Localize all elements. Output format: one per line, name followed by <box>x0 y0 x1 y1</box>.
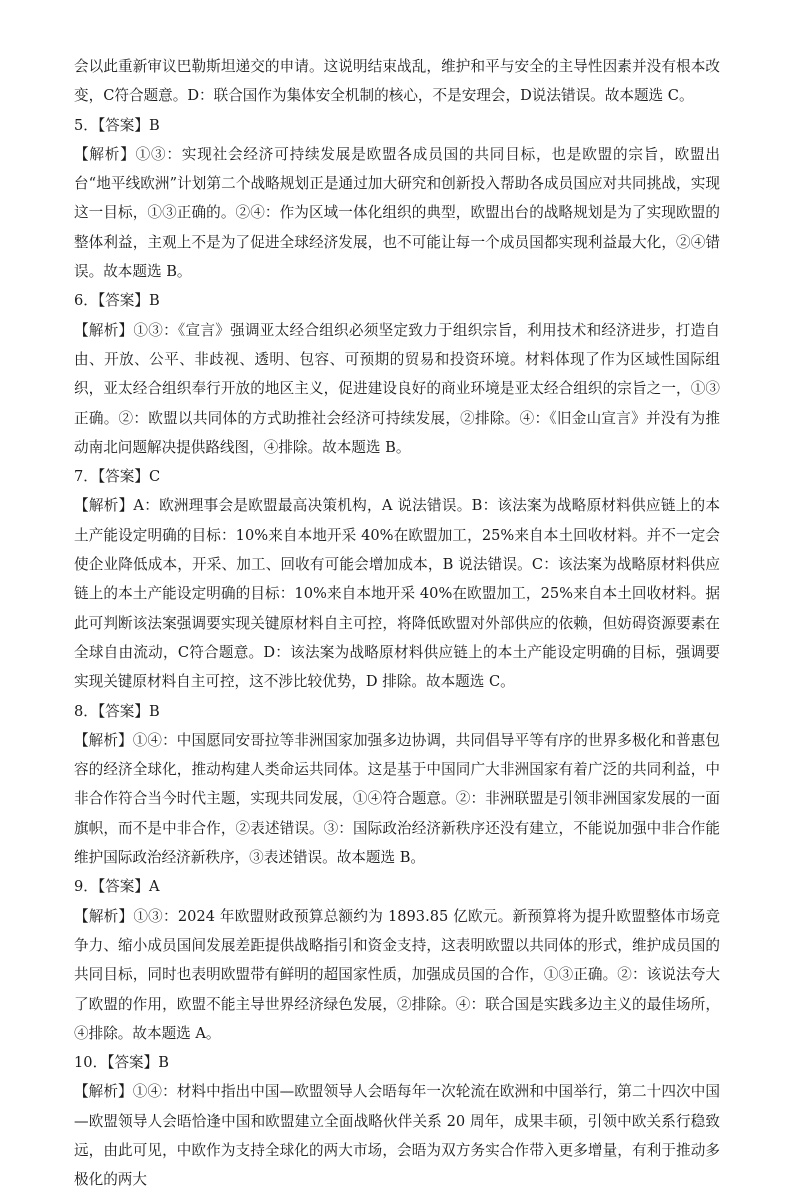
paragraph-analysis-9: 【解析】①③：2024 年欧盟财政预算总额约为 1893.85 亿欧元。新预算将为提升欧盟整体市场竞争力、缩小成员国间发展差距提供战略指引和资金支持，这表明欧盟以共同体的形式，维护成员国的共同目标，同时也表明欧盟带有鲜明的超国家性质，加强成员国的合作，①③正确。②：该说法夸大了欧盟的作用，欧盟不能主导世界经济绿色发展，②排除。④：联合国是实践多边主义的最佳场所，④排除。故本题选 A。 <box>74 907 720 1042</box>
paragraph-analysis-6: 【解析】①③：《宣言》强调亚太经合组织必须坚定致力于组织宗旨，利用技术和经济进步，打造自由、开放、公平、非歧视、透明、包容、可预期的贸易和投资环境。材料体现了作为区域性国际组织，亚太经合组织奉行开放的地区主义，促进建设良好的商业环境是亚太经合组织的宗旨之一，①③正确。②：欧盟以共同体的方式助推社会经济可持续发展，②排除。④：《旧金山宣言》并没有为推动南北问题解决提供路线图，④排除。故本题选 B。 <box>74 321 720 456</box>
paragraph-analysis-5: 【解析】①③：实现社会经济可持续发展是欧盟各成员国的共同目标，也是欧盟的宗旨，欧盟出台“地平线欧洲”计划第二个战略规划正是通过加大研究和创新投入帮助各成员国应对共同挑战，实现这一目标，①③正确的。②④：作为区域一体化组织的典型，欧盟出台的战略规划是为了实现欧盟的整体利益，主观上不是为了促进全球经济发展，也不可能让每一个成员国都实现利益最大化，②④错误。故本题选 B。 <box>74 145 720 281</box>
paragraph-analysis-10: 【解析】①④：材料中指出中国—欧盟领导人会晤每年一次轮流在欧洲和中国举行，第二十四次中国—欧盟领导人会晤恰逢中国和欧盟建立全面战略伙伴关系 20 周年，成果丰硕，引领中欧关系行稳致远，由此可见，中欧作为支持全球化的两大市场，会晤为双方务实合作带入更多增量，有利于推动多极化的两大 <box>74 1083 720 1189</box>
answer-line-9: 9．【答案】A <box>74 878 160 896</box>
answer-line-7: 7．【答案】C <box>74 468 161 486</box>
paragraph-analysis-4-tail: 会以此重新审议巴勒斯坦递交的申请。这说明结束战乱，维护和平与安全的主导性因素并没有根本改变，C符合题意。D：联合国作为集体安全机制的核心，不是安理会，D说法错误。故本题选 C。 <box>74 58 720 105</box>
answer-line-5: 5．【答案】B <box>74 116 160 134</box>
document-body <box>74 52 720 1195</box>
paragraph-analysis-7: 【解析】A：欧洲理事会是欧盟最高决策机构，A 说法错误。B：该法案为战略原材料供应链上的本土产能设定明确的目标：10%来自本地开采 40%在欧盟加工，25%来自本土回收材料。并不一定会使企业降低成本，开采、加工、回收有可能会增加成本，B 说法错误。C：该法案为战略原材料供应链上的本土产能设定明确的目标：10%来自本地开采 40%在欧盟加工，25%来自本土回收材料。据此可判断该法案强调要实现关键原材料自主可控，将降低欧盟对外部供应的依赖，但妨碍资源要素在全球自由流动，C符合题意。D：该法案为战略原材料供应链上的本土产能设定明确的目标，强调要实现关键原材料自主可控，这不涉比较优势，D 排除。故本题选 C。 <box>74 497 720 691</box>
answer-line-10: 10．【答案】B <box>74 1054 169 1072</box>
answer-line-6: 6．【答案】B <box>74 292 160 310</box>
paragraph-analysis-8: 【解析】①④：中国愿同安哥拉等非洲国家加强多边协调，共同倡导平等有序的世界多极化和普惠包容的经济全球化，推动构建人类命运共同体。这是基于中国同广大非洲国家有着广泛的共同利益，中非合作符合当今时代主题，实现共同发展，①④符合题意。②：非洲联盟是引领非洲国家发展的一面旗帜，而不是中非合作，②表述错误。③：国际政治经济新秩序还没有建立，不能说加强中非合作能维护国际政治经济新秩序，③表述错误。故本题选 B。 <box>74 731 720 867</box>
answer-line-8: 8．【答案】B <box>74 702 160 720</box>
